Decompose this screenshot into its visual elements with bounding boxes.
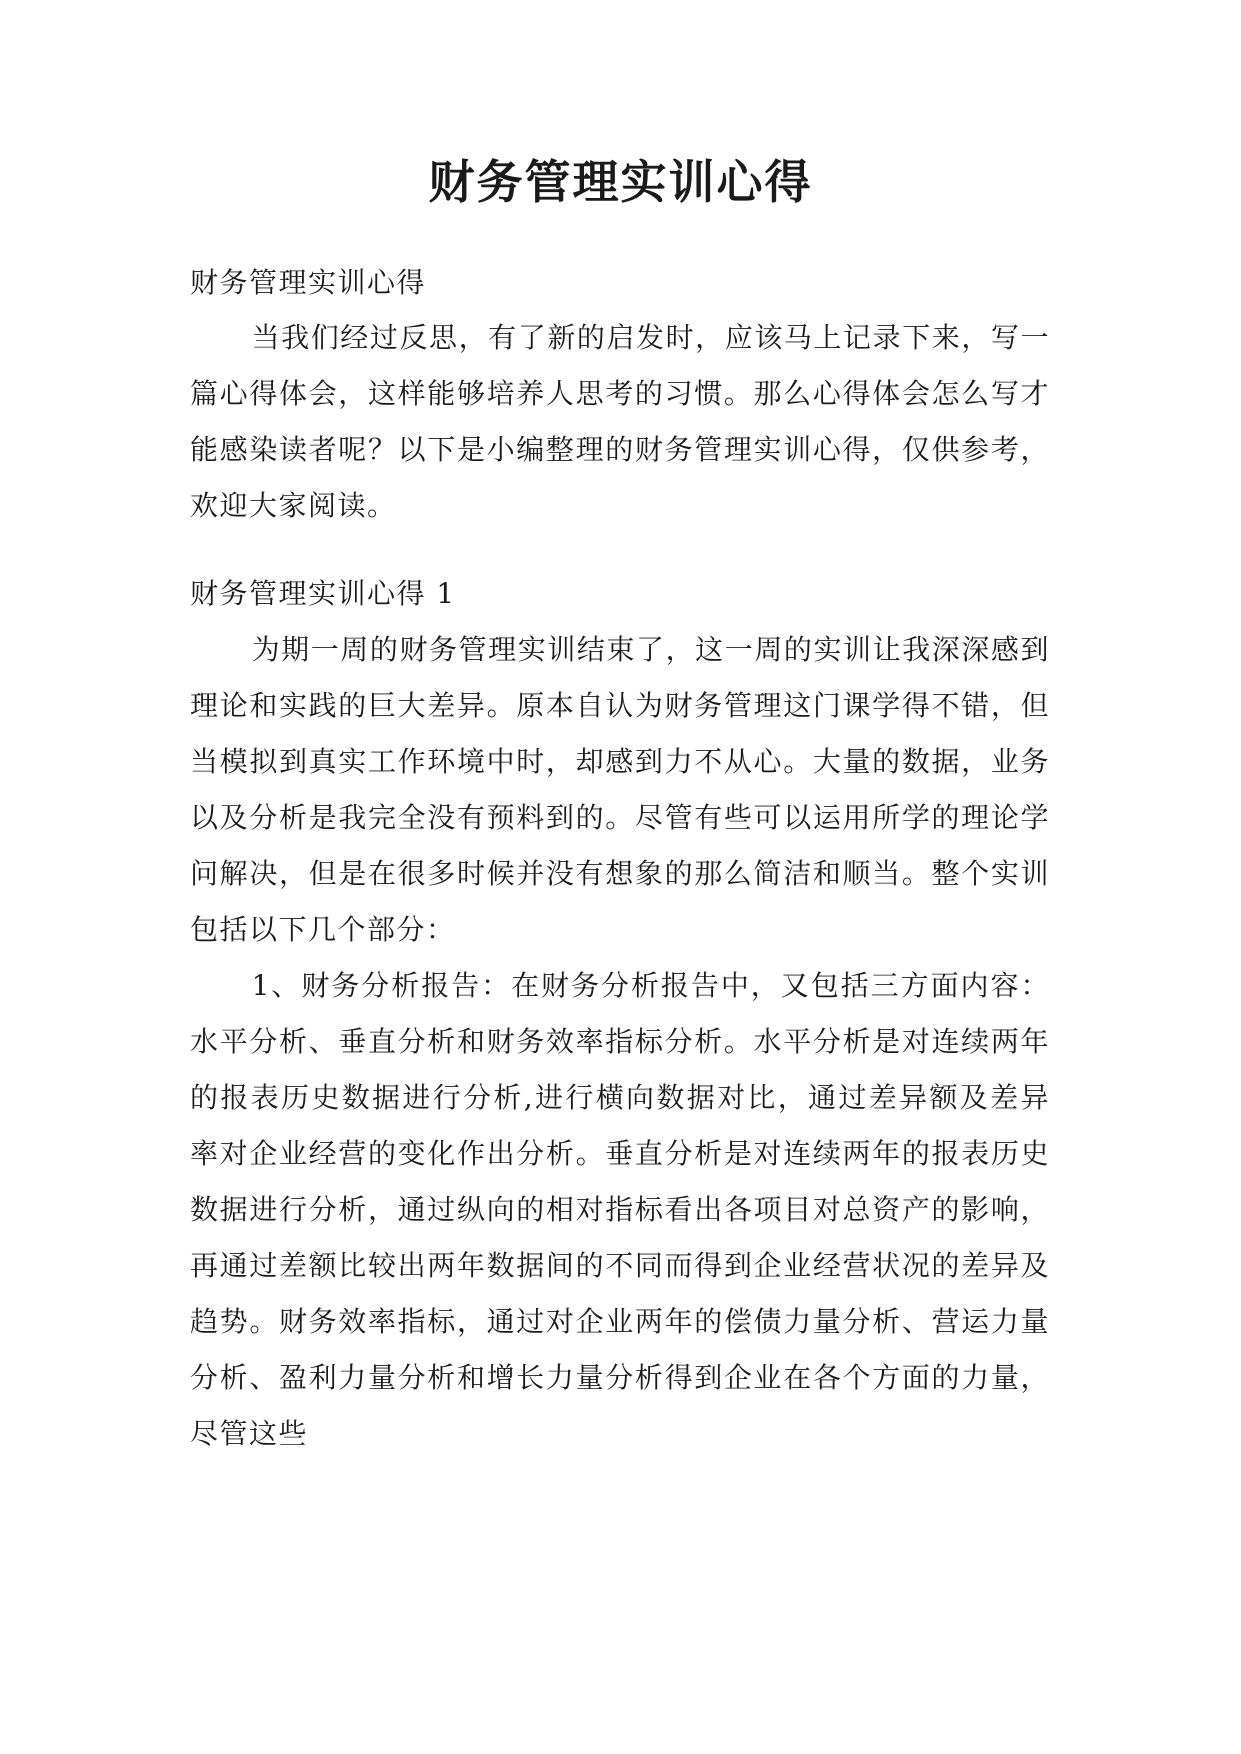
section-paragraph: 1、财务分析报告：在财务分析报告中，又包括三方面内容：水平分析、垂直分析和财务效率指标分析。水平分析是对连续两年的报表历史数据进行分析,进行横向数据对比，通过差异额及差异率对企业经营的变化作出分析。垂直分析是对连续两年的报表历史数据进行分析，通过纵向的相对指标看出各项目对总资产的影响，再通过差额比较出两年数据间的不同而得到企业经营状况的差异及趋势。财务效率指标，通过对企业两年的偿债力量分析、营运力量分析、盈利力量分析和增长力量分析得到企业在各个方面的力量，尽管这些 bbox=[190, 969, 1050, 1450]
intro-paragraph: 当我们经过反思，有了新的启发时，应该马上记录下来，写一篇心得体会，这样能够培养人思考的习惯。那么心得体会怎么写才能感染读者呢？以下是小编整理的财务管理实训心得，仅供参考，欢迎大家阅读。 bbox=[190, 321, 1050, 522]
document-title: 财务管理实训心得 bbox=[428, 155, 813, 209]
intro-heading: 财务管理实训心得 bbox=[190, 266, 427, 299]
section-heading: 财务管理实训心得 1 bbox=[190, 577, 456, 610]
section-paragraph: 为期一周的财务管理实训结束了，这一周的实训让我深深感到理论和实践的巨大差异。原本自认为财务管理这门课学得不错，但当模拟到真实工作环境中时，却感到力不从心。大量的数据，业务以及分析是我完全没有预料到的。尽管有些可以运用所学的理论学问解决，但是在很多时候并没有想象的那么简洁和顺当。整个实训包括以下几个部分： bbox=[190, 633, 1050, 946]
